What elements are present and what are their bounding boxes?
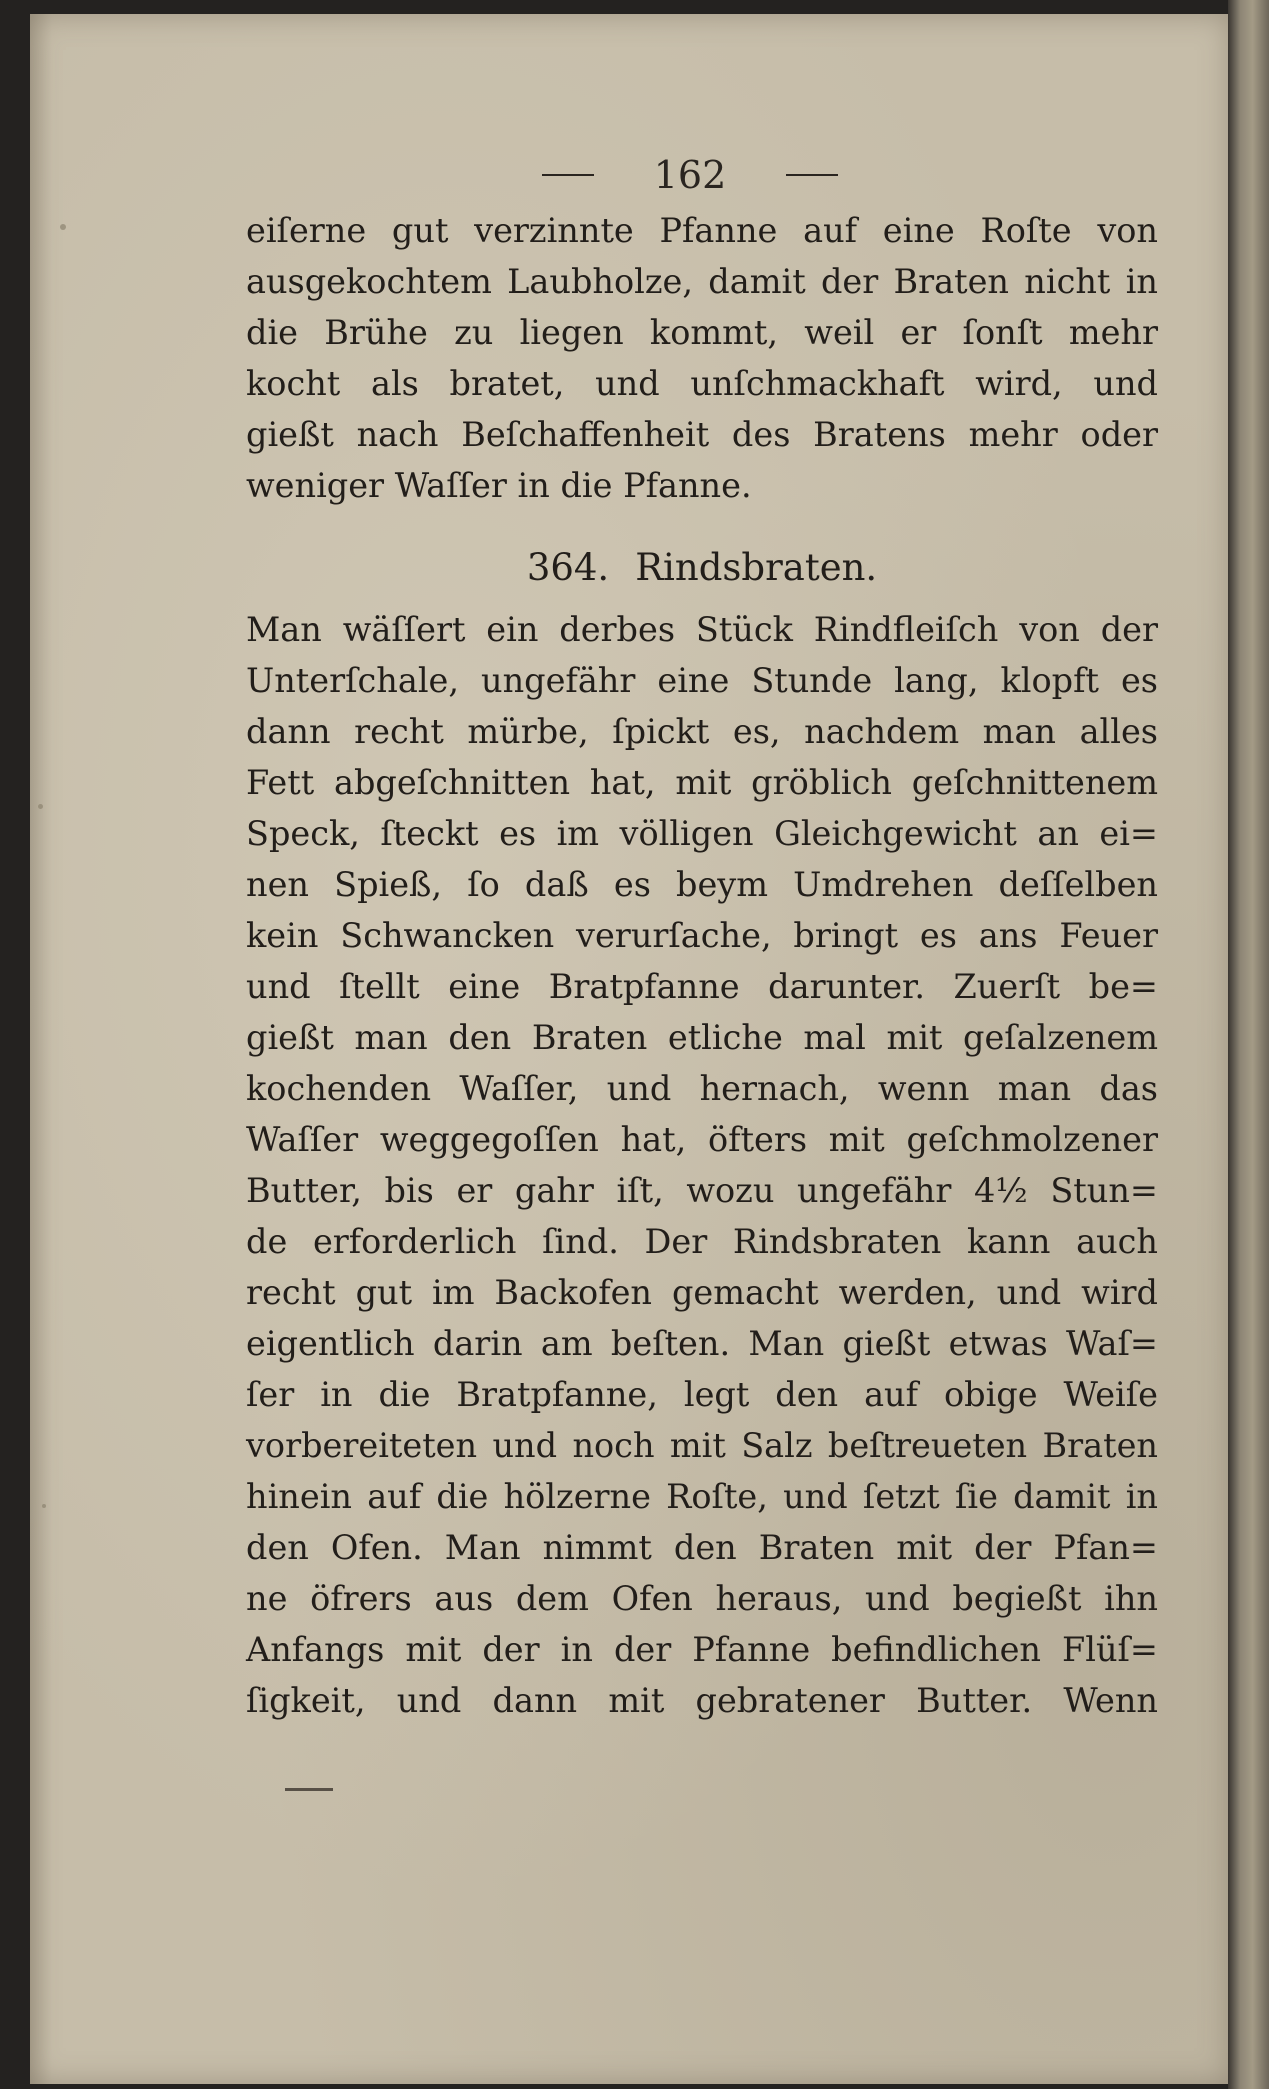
text-line: die Brühe zu liegen kommt, weil er ſonſt mehr [246, 313, 1158, 352]
text-line: Man wäſſert ein derbes Stück Rindfleiſch von der [246, 610, 1158, 649]
paper-speck [38, 804, 43, 809]
text-line: kein Schwancken verurſache, bringt es ans Feuer [246, 916, 1158, 955]
text-line: kochenden Waſſer, und hernach, wenn man das [246, 1069, 1158, 1108]
header-dash-right [786, 174, 838, 176]
text-line: eiſerne gut verzinnte Pfanne auf eine Roſte von [246, 211, 1158, 250]
section-title: Rindsbraten. [635, 546, 878, 589]
text-line: kocht als bratet, und unſchmackhaft wird, und [246, 364, 1158, 403]
page-header [480, 145, 900, 205]
header-dash-left [542, 174, 594, 176]
paper-speck [60, 224, 66, 230]
text-line: de erforderlich ſind. Der Rindsbraten kann auch [246, 1222, 1158, 1261]
text-line: nen Spieß, ſo daß es beym Umdrehen deſſelben [246, 865, 1158, 904]
ink-mark [285, 1788, 333, 1791]
book-gutter [1228, 0, 1269, 2089]
text-line: Waſſer weggegoſſen hat, öfters mit geſchmolzener [246, 1120, 1158, 1159]
section-heading [246, 532, 1158, 604]
continuation-paragraph [246, 205, 1158, 511]
page-number: 162 [653, 153, 727, 197]
text-line: recht gut im Backofen gemacht werden, und wird [246, 1273, 1158, 1312]
text-line: ausgekochtem Laubholze, damit der Braten nicht in [246, 262, 1158, 301]
text-line: dann recht mürbe, ſpickt es, nachdem man alles [246, 712, 1158, 751]
section-number: 364. [526, 546, 610, 589]
text-line: Anfangs mit der in der Pfanne befindlichen Flüſ= [246, 1630, 1158, 1669]
text-line: gießt man den Braten etliche mal mit geſalzenem [246, 1018, 1158, 1057]
text-line: und ſtellt eine Bratpfanne darunter. Zuerſt be= [246, 967, 1158, 1006]
text-line: vorbereiteten und noch mit Salz beſtreueten Braten [246, 1426, 1158, 1465]
text-line: ſigkeit, und dann mit gebratener Butter. Wenn [246, 1681, 1158, 1720]
text-line: Speck, ſteckt es im völligen Gleichgewicht an ei= [246, 814, 1158, 853]
text-line: hinein auf die hölzerne Roſte, und ſetzt ſie damit in [246, 1477, 1158, 1516]
text-line: Fett abgeſchnitten hat, mit gröblich geſchnittenem [246, 763, 1158, 802]
page-body [246, 205, 1158, 1726]
text-line: ſer in die Bratpfanne, legt den auf obige Weiſe [246, 1375, 1158, 1414]
text-line: ne öfrers aus dem Ofen heraus, und begießt ihn [246, 1579, 1158, 1618]
text-line: gießt nach Beſchaffenheit des Bratens mehr oder [246, 415, 1158, 454]
text-line: eigentlich darin am beſten. Man gießt etwas Waſ= [246, 1324, 1158, 1363]
paper-speck [42, 1504, 46, 1508]
text-line: den Ofen. Man nimmt den Braten mit der Pfan= [246, 1528, 1158, 1567]
recipe-paragraph [246, 604, 1158, 1726]
text-line: Butter, bis er gahr iſt, wozu ungefähr 4½ Stun= [246, 1171, 1158, 1210]
text-line: weniger Waſſer in die Pfanne. [246, 466, 752, 505]
text-line: Unterſchale, ungefähr eine Stunde lang, klopft es [246, 661, 1158, 700]
